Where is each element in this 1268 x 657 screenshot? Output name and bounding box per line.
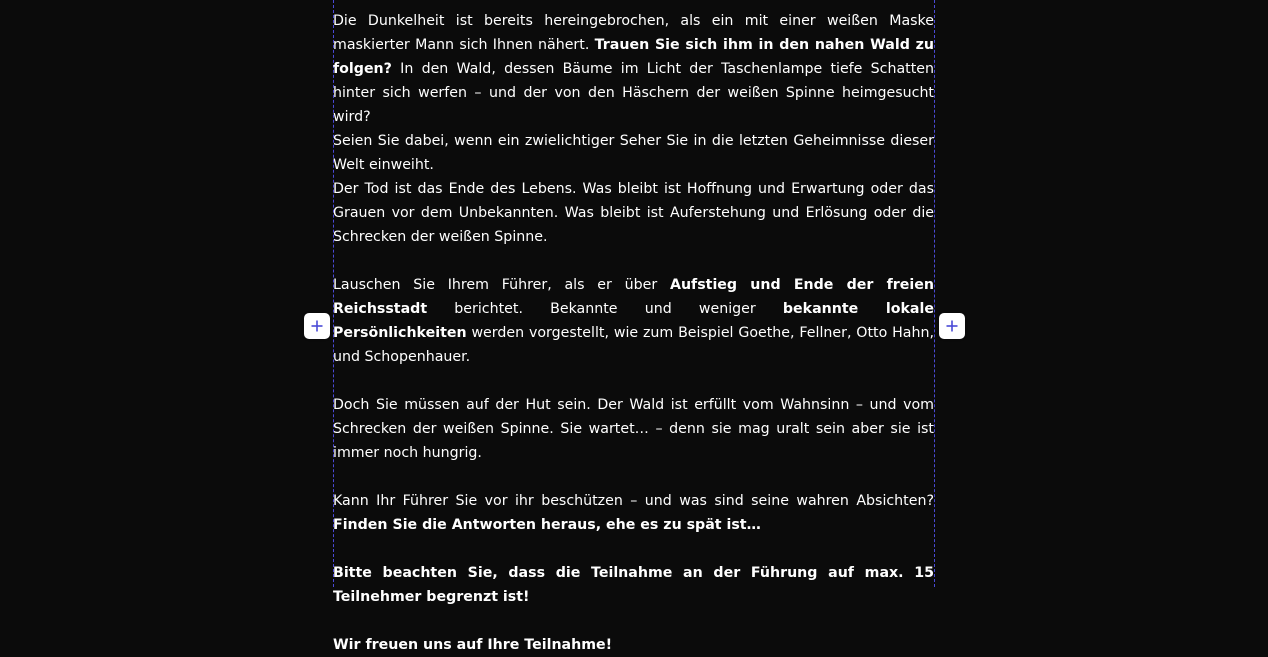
bold-text: Wir freuen uns auf Ihre Teilnahme! bbox=[333, 637, 613, 653]
paragraph-absichten bbox=[333, 489, 934, 537]
bold-text: Finden Sie die Antworten heraus, ehe es zu spät ist… bbox=[333, 517, 761, 533]
spacer bbox=[333, 249, 934, 273]
column-guide-right bbox=[934, 0, 935, 587]
bold-text: bekannte lokale Persönlichkeiten bbox=[333, 301, 934, 341]
spacer bbox=[333, 465, 934, 489]
paragraph-intro bbox=[333, 9, 934, 129]
text-span: werden vorgestellt, wie zum Beispiel Goethe, Fellner, Otto Hahn, und Schopenhauer. bbox=[333, 325, 934, 365]
spacer bbox=[333, 609, 934, 633]
text-span: In den Wald, dessen Bäume im Licht der Taschenlampe tiefe Schatten hinter sich werfen – und der von den Häschern der weißen Spinne heimgesucht wird? bbox=[333, 61, 934, 125]
text-span: Die Dunkelheit ist bereits hereingebrochen, als ein mit einer weißen Maske maskierter Mann sich Ihnen nähert. bbox=[333, 13, 934, 53]
paragraph-wald: Doch Sie müssen auf der Hut sein. Der Wald ist erfüllt vom Wahnsinn – und vom Schrecken der weißen Spinne. Sie wartet… – denn sie mag uralt sein aber sie ist immer noch hungrig. bbox=[333, 397, 934, 461]
text-span: Kann Ihr Führer Sie vor ihr beschützen – und was sind seine wahren Absichten? bbox=[333, 493, 934, 509]
text-span: Lauschen Sie Ihrem Führer, als er über bbox=[333, 277, 670, 293]
bold-text: Trauen Sie sich ihm in den nahen Wald zu folgen? bbox=[333, 37, 934, 77]
add-block-right-button[interactable] bbox=[939, 313, 965, 339]
plus-icon bbox=[945, 319, 959, 333]
paragraph-seher: Seien Sie dabei, wenn ein zwielichtiger Seher Sie in die letzten Geheimnisse dieser Welt einweiht. bbox=[333, 133, 934, 173]
spacer bbox=[333, 537, 934, 561]
add-block-left-button[interactable] bbox=[304, 313, 330, 339]
text-block[interactable] bbox=[333, 9, 934, 657]
paragraph-teilnahme-hinweis bbox=[333, 561, 934, 609]
paragraph-fuehrer bbox=[333, 273, 934, 369]
bold-text: Bitte beachten Sie, dass die Teilnahme an der Führung auf max. 15 Teilnehmer begrenzt ist! bbox=[333, 565, 934, 605]
plus-icon bbox=[310, 319, 324, 333]
text-span: berichtet. Bekannte und weniger bbox=[427, 301, 783, 317]
bold-text: Aufstieg und Ende der freien Reichsstadt bbox=[333, 277, 934, 317]
paragraph-tod: Der Tod ist das Ende des Lebens. Was bleibt ist Hoffnung und Erwartung oder das Grauen vor dem Unbekannten. Was bleibt ist Auferstehung und Erlösung oder die Schrecken der weißen Spinne. bbox=[333, 181, 934, 245]
paragraph-abschluss bbox=[333, 633, 934, 657]
spacer bbox=[333, 369, 934, 393]
